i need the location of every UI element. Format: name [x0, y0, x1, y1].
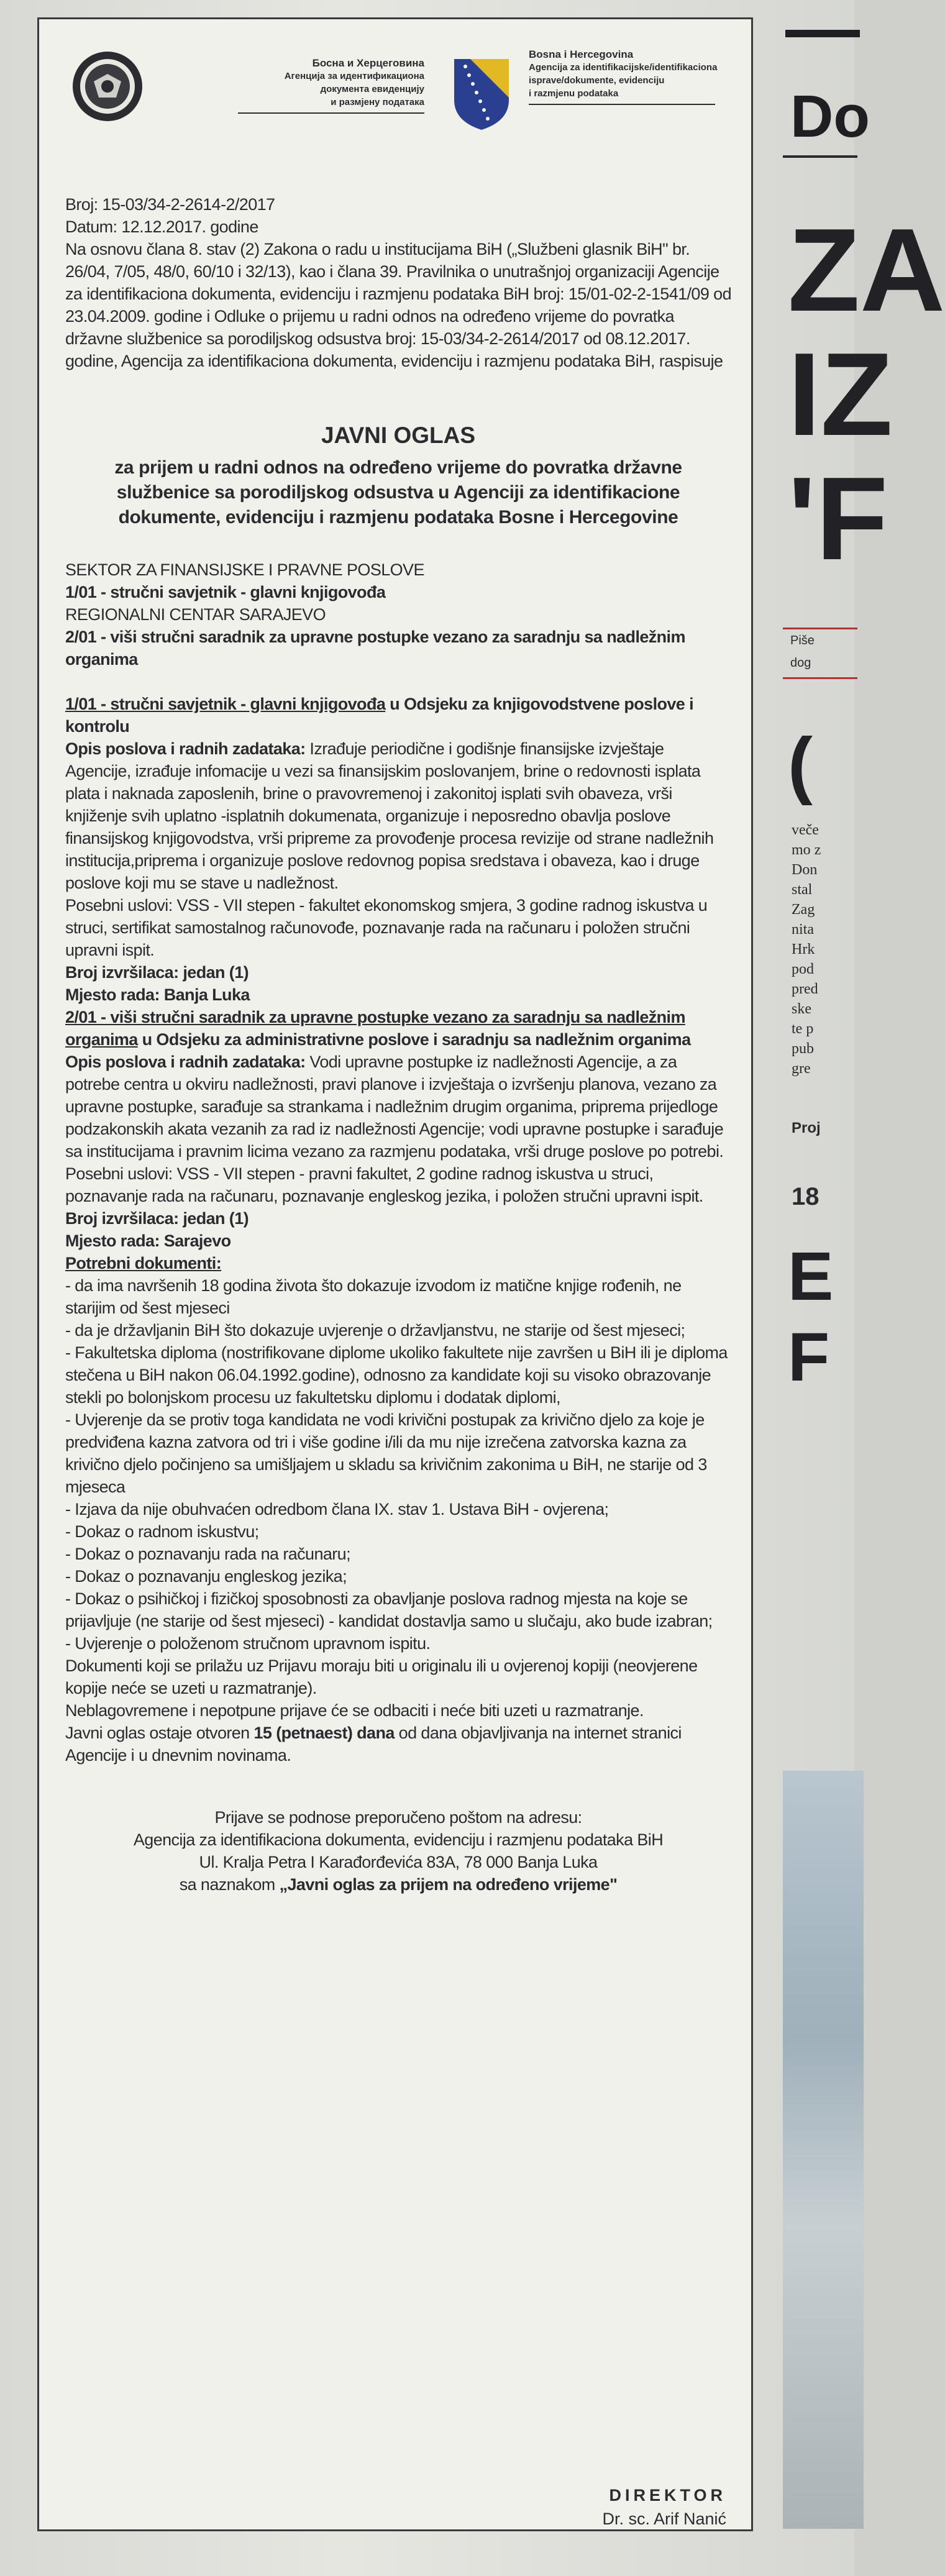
- notice-subtitle: za prijem u radni odnos na određeno vrijeme do povratka državne službenice sa porodiljskog odsustva u Agenciji za identifikacione dokumente, evidenciju i razmjenu podataka Bosne i Hercegovine: [114, 457, 682, 528]
- column-body-line: gre: [792, 1061, 811, 1077]
- spacer: [65, 670, 731, 693]
- column-body-line: veče: [792, 822, 819, 838]
- header-rule: [529, 104, 715, 105]
- column-body-line: Don: [792, 862, 818, 878]
- column-headline-line: ZA: [788, 204, 945, 336]
- document-item: - Dokaz o poznavanju engleskog jezika;: [65, 1567, 347, 1586]
- agency-cyr-line: Босна и Херцеговина: [312, 57, 424, 69]
- document-item: - Fakultetska diploma (nostrifikovane diplome ukoliko fakultete nije završen u BiH ili je diploma stečena u BiH nakon 06.04.1992.godine), odnosno za kandidate koji su visoko obrazovanje stekli po bolonjskom procesu uz fakultetsku diplomu i dodatak diplomi,: [65, 1343, 728, 1407]
- column-headline-2-line: F: [788, 1319, 830, 1395]
- position-summary-1: 1/01 - stručni savjetnik - glavni knjigovođa: [65, 583, 386, 601]
- position-2-place: Mjesto rada: Sarajevo: [65, 1231, 231, 1250]
- column-red-rule: [783, 628, 857, 629]
- submission-address: [65, 1806, 731, 1896]
- address-agency: Agencija za identifikaciona dokumenta, evidenciju i razmjenu podataka BiH: [133, 1830, 664, 1849]
- documents-heading: Potrebni dokumenti:: [65, 1254, 222, 1272]
- agency-cyr-line: Агенција за идентификациона: [284, 71, 424, 81]
- marking-pre: sa naznakom: [179, 1875, 280, 1894]
- column-top-bar: [785, 30, 860, 37]
- documents-note-originals: Dokumenti koji se prilažu uz Prijavu moraju biti u originalu ili u ovjerenoj kopiji (neovjerene kopije neće se uzeti u razmatranje).: [65, 1656, 698, 1697]
- position-1-department: u Odsjeku za knjigovodstvene poslove i kontrolu: [65, 695, 693, 736]
- reference-number: Broj: 15-03/34-2-2614-2/2017: [65, 195, 275, 214]
- column-photo: [783, 1771, 864, 2529]
- position-1-place: Mjesto rada: Banja Luka: [65, 985, 250, 1004]
- job-notice: [37, 17, 753, 2531]
- notice-date: Datum: 12.12.2017. godine: [65, 217, 258, 236]
- director-title: DIREKTOR: [609, 2486, 726, 2505]
- agency-cyr-line: документа евиденцију: [320, 84, 424, 94]
- director-signature-block: [602, 2483, 726, 2531]
- column-body-line: ske: [792, 1001, 811, 1017]
- column-body-line: te p: [792, 1021, 814, 1037]
- address-marking: [65, 1873, 731, 1896]
- position-1-heading: [65, 693, 731, 738]
- position-1-executors: Broj izvršilaca: jedan (1): [65, 963, 249, 982]
- column-bullet: Piše: [790, 634, 815, 647]
- document-item: - Uvjerenje o položenom stručnom upravnom ispitu.: [65, 1634, 431, 1653]
- position-2-department: u Odsjeku za administrativne poslove i saradnju sa nadležnim organima: [137, 1030, 691, 1049]
- address-intro: Prijave se podnose preporučeno poštom na adresu:: [214, 1808, 582, 1827]
- agency-name-latin: [529, 48, 734, 105]
- notice-title: JAVNI OGLAS: [321, 422, 476, 448]
- notice-content: [65, 193, 731, 1896]
- column-section-title: Do: [790, 83, 870, 150]
- document-item: - da je državljanin BiH što dokazuje uvjerenje o državljanstvu, ne starije od šest mjeseci;: [65, 1321, 685, 1340]
- column-dropcap: (: [788, 723, 813, 806]
- column-rule: [783, 155, 857, 158]
- duties-text: Izrađuje periodične i godišnje finansijske izvještaje Agencije, izrađuje infomacije u vezi sa finansijskim poslovanjem, brine o redovnosti isplata plata i naknada zaposlenih, brine o pravovremenoj i zakonitoj isplati svih obaveza, vrši knjiženje svih uplatno -isplatnih dokumenata, organizuje i neposredno obavlja poslove finansijskog knjigovodstva, vrši pripreme za provođenje procesa revizije od strane nadležnih institucija,priprema i organizuje poslove redovnog popisa sredstava i obaveza, kao i druge poslove koji mu se stave u nadležnost.: [65, 739, 714, 892]
- address-street: Ul. Kralja Petra I Karađorđevića 83A, 78 000 Banja Luka: [199, 1853, 598, 1871]
- notice-header: [39, 19, 751, 137]
- position-2-executors: Broj izvršilaca: jedan (1): [65, 1209, 249, 1228]
- column-byline: Proj: [792, 1120, 821, 1136]
- position-2-code-title: 2/01 - viši stručni saradnik za upravne postupke vezano za saradnju sa nadležnim organima: [65, 1008, 685, 1049]
- column-body-line: pred: [792, 981, 818, 997]
- adjacent-newspaper-column: [777, 0, 945, 2576]
- deadline-days: 15 (petnaest) dana: [253, 1724, 395, 1742]
- regional-center: REGIONALNI CENTAR SARAJEVO: [65, 605, 326, 624]
- duties-text: Vodi upravne postupke iz nadležnosti Agencije, a za potrebe centra u okviru nadležnosti, pravi planove i izvještaja o izvršenju planova, vezano za upravne postupke, sarađuje sa strankama i nadležnim drugim organima, priprema prijedloge podzakonskih akata vezanih za rad iz nadležnosti Agencije; vodi upravne postupke i sarađuje sa institucijama i pravnim licima vezano za razmjenu podataka, vrši druge poslove po potrebi.: [65, 1053, 724, 1161]
- column-body-line: mo z: [792, 842, 821, 858]
- position-summary-2: 2/01 - viši stručni saradnik za upravne postupke vezano za saradnju sa nadležnim organima: [65, 628, 685, 669]
- agency-lat-line: Agencija za identifikacijske/identifikaciona: [529, 62, 718, 73]
- column-headline-line: 'F: [788, 453, 888, 585]
- document-item: - da ima navršenih 18 godina života što dokazuje izvodom iz matične knjige rođenih, ne starijim od šest mjeseci: [65, 1276, 682, 1317]
- legal-basis-paragraph: Na osnovu člana 8. stav (2) Zakona o radu u institucijama BiH („Službeni glasnik BiH" br. 26/04, 7/05, 48/0, 60/10 i 32/13), kao i člana 39. Pravilnika o unutrašnjoj organizaciji Agencije za identifikaciona dokumenta, evidenciju i razmjenu podataka BiH broj: 15/01-02-2-1541/09 od 23.04.2009. godine i Odluke o prijemu u radni odnos na određeno vrijeme do povratka državne službenice sa porodiljskog odsustva broj: 15-03/34-2-2614/2017 od 08.12.2017. godine, Agencija za identifikaciona dokumenta, evidenciju i razmjenu podataka BiH, raspisuje: [65, 240, 731, 370]
- document-item: - Dokaz o psihičkoj i fizičkoj sposobnosti za obavljanje poslova radnog mjesta na koje se prijavljuje (ne starije od šest mjeseci) - kandidat dostavlja samo u slučaju, ako bude izabran;: [65, 1589, 713, 1630]
- duties-label: Opis poslova i radnih zadataka:: [65, 1053, 306, 1071]
- position-2-heading: [65, 1006, 731, 1051]
- document-item: - Dokaz o radnom iskustvu;: [65, 1522, 259, 1541]
- documents-note-rejected: Neblagovremene i nepotpune prijave će se odbaciti i neće biti uzeti u razmatranje.: [65, 1701, 644, 1720]
- document-item: - Uvjerenje da se protiv toga kandidata ne vodi krivični postupak za krivično djelo za koje je predviđena kazna zatvora od tri i više godine i/ili da mu nije izrečena zatvorska kazna za krivično djelo počinjeno sa umišljajem u skladu sa krivičnim zakonima u BiH, ne starije od 3 mjeseca: [65, 1410, 707, 1496]
- position-2-conditions: Posebni uslovi: VSS - VII stepen - pravni fakultet, 2 godine radnog iskustva u struci, poznavanje rada na računaru, poznavanje engleskog jezika, i položen stručni upravni ispit.: [65, 1164, 703, 1205]
- documents-note-deadline: [65, 1722, 731, 1766]
- column-headline-line: IZ: [788, 329, 893, 460]
- document-item: - Dokaz o poznavanju rada na računaru;: [65, 1545, 350, 1563]
- deadline-pre: Javni oglas ostaje otvoren: [65, 1724, 254, 1742]
- agency-lat-line: i razmjenu podataka: [529, 88, 619, 99]
- agency-emblem-icon: [70, 49, 145, 124]
- column-body-line: nita: [792, 921, 814, 938]
- position-2-duties: [65, 1051, 731, 1162]
- header-rule: [238, 112, 424, 114]
- agency-lat-line: Bosna i Hercegovina: [529, 48, 634, 60]
- director-name: Dr. sc. Arif Nanić: [602, 2510, 726, 2528]
- column-body-line: stal: [792, 882, 813, 898]
- column-red-rule: [783, 677, 857, 679]
- sector-name: SEKTOR ZA FINANSIJSKE I PRAVNE POSLOVE: [65, 560, 424, 579]
- position-1-code-title: 1/01 - stručni savjetnik - glavni knjigovođa: [65, 695, 386, 713]
- agency-cyr-line: и размјену података: [331, 97, 424, 107]
- column-body-line: pod: [792, 961, 814, 977]
- column-date: 18: [792, 1183, 819, 1210]
- agency-name-cyrillic: [201, 57, 424, 114]
- column-bullet: dog: [790, 656, 811, 670]
- position-1-duties: [65, 738, 731, 894]
- column-body-line: pub: [792, 1041, 814, 1057]
- document-item: - Izjava da nije obuhvaćen odredbom člana IX. stav 1. Ustava BiH - ovjerena;: [65, 1500, 609, 1519]
- deadline-post: od dana objavljivanja na internet stranici Agencije i u dnevnim novinama.: [65, 1724, 682, 1765]
- column-body-line: Hrk: [792, 941, 815, 957]
- marking-label: „Javni oglas za prijem na određeno vrijeme": [279, 1875, 618, 1894]
- position-1-conditions: Posebni uslovi: VSS - VII stepen - fakultet ekonomskog smjera, 3 godine radnog iskustva u struci, sertifikat samostalnog računovođe, poznavanje rada na računaru i položen stručni upravni ispit.: [65, 896, 708, 959]
- column-headline-2-line: E: [788, 1238, 834, 1315]
- bih-coat-of-arms-icon: [452, 57, 511, 131]
- duties-label: Opis poslova i radnih zadataka:: [65, 739, 306, 758]
- agency-lat-line: isprave/dokumente, evidenciju: [529, 75, 665, 86]
- column-body-line: Zag: [792, 902, 815, 918]
